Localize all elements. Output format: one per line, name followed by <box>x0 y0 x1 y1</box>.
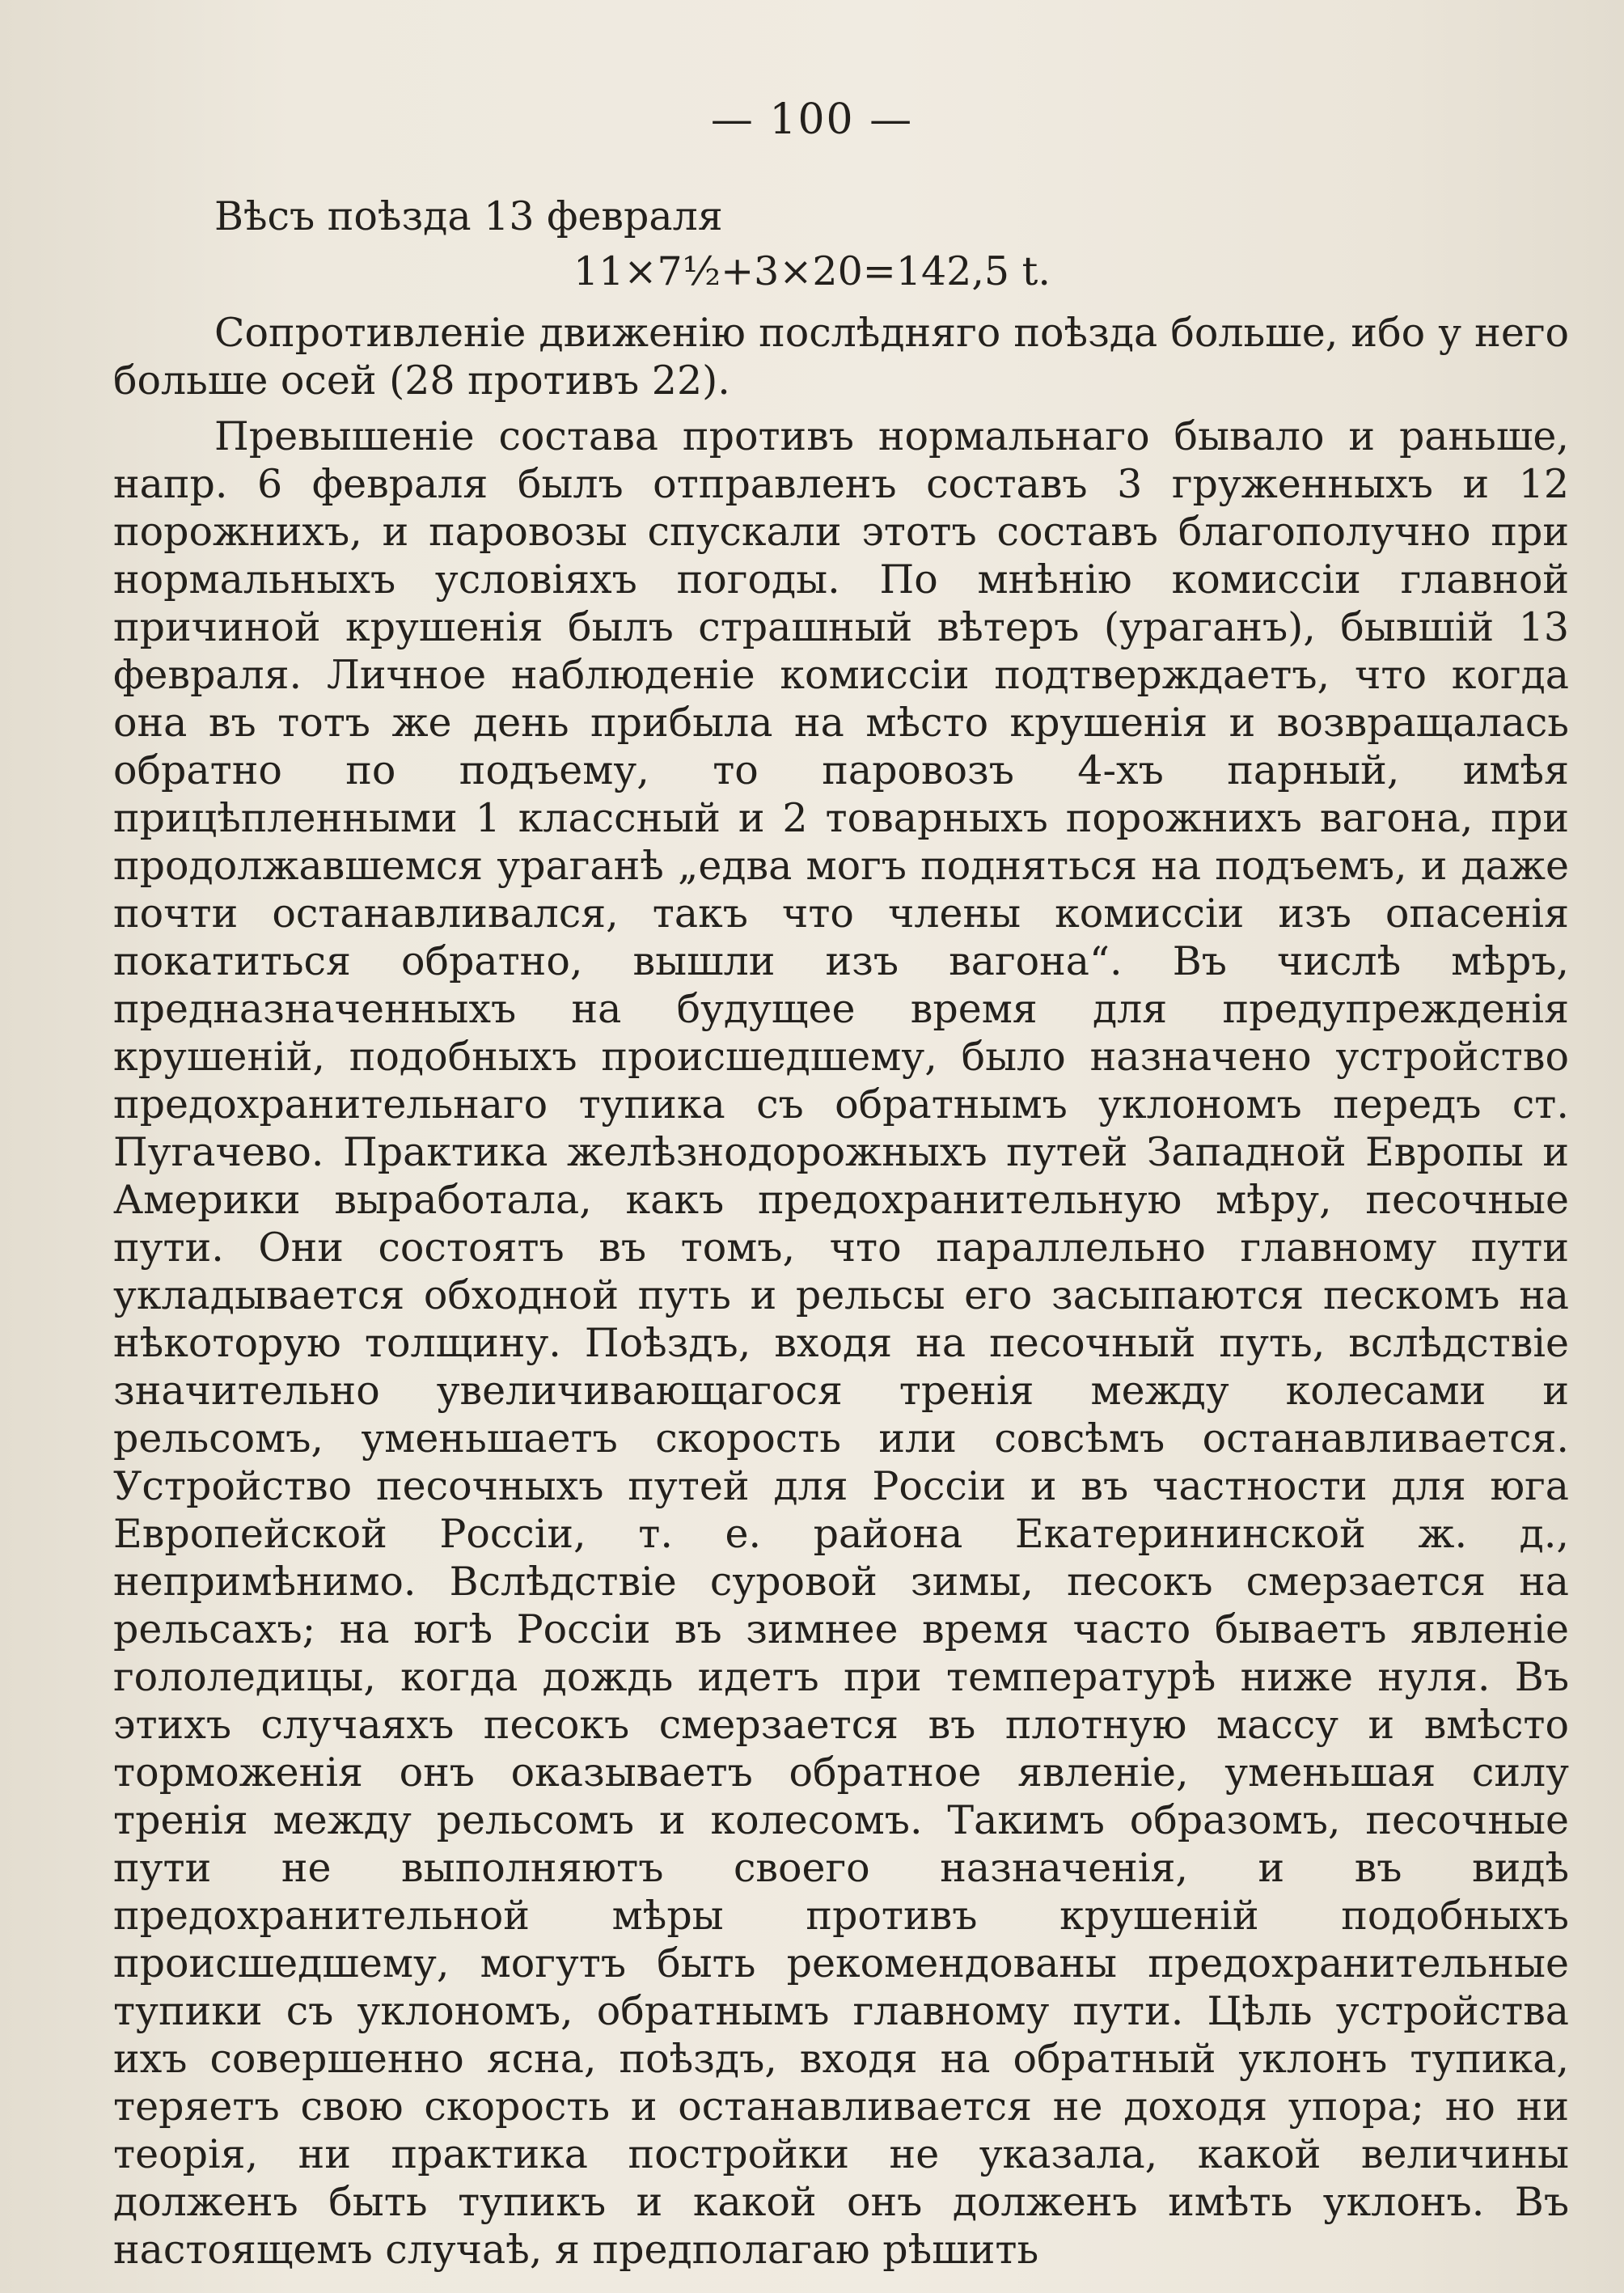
paragraph-text: Вѣсъ поѣзда 13 февраля <box>214 193 723 239</box>
weight-formula: 11×7½+3×20=142,5 t. <box>573 248 1051 294</box>
paragraph-text: Превышеніе состава противъ нормальнаго бывало и раньше, напр. 6 февраля былъ отправленъ составъ 3 груженныхъ и 12 порожнихъ, и паровозы спускали этотъ составъ благополучно при нормальныхъ условіяхъ погоды. По мнѣнію комиссіи главной причиной крушенія былъ страшный вѣтеръ (ураганъ), бывшій 13 февраля. Личное наблюденіе комиссіи подтверждаетъ, что когда она въ тотъ же день прибыла на мѣсто крушенія и возвращалась обратно по подъему, то паровозъ 4-хъ парный, имѣя прицѣпленными 1 классный и 2 товарныхъ порожнихъ вагона, при продолжавшемся ураганѣ „едва могъ подняться на подъемъ, и даже почти останавливался, такъ что члены комиссіи изъ опасенія покатиться обратно, вышли изъ вагона“. Въ числѣ мѣръ, предназначенныхъ на будущее время для предупрежденія крушеній, подобныхъ происшедшему, было назначено устройство предохранительнаго тупика съ обратнымъ уклономъ передъ ст. Пугачево. Практика желѣзнодорожныхъ путей Западной Европы и Америки выработала, какъ предохранительную мѣру, песочные пути. Они состоятъ въ томъ, что параллельно главному пути укладывается обходной путь и рельсы его засыпаются пескомъ на нѣкоторую толщину. Поѣздъ, входя на песочный путь, вслѣдствіе значительно увеличивающагося тренія между колесами и рельсомъ, уменьшаетъ скорость или совсѣмъ останавливается. Устройство песочныхъ путей для Россіи и въ частности для юга Европейской Россіи, т. е. района Екатерининской ж. д., непримѣнимо. Вслѣдствіе суровой зимы, песокъ смерзается на рельсахъ; на югѣ Россіи въ зимнее время часто бываетъ явленіе гололедицы, когда дождь идетъ при температурѣ ниже нуля. Въ этихъ случаяхъ песокъ смерзается въ плотную массу и вмѣсто торможенія онъ оказываетъ обратное явленіе, уменьшая силу тренія между рельсомъ и колесомъ. Такимъ образомъ, песочные пути не выполняютъ своего назначенія, и въ видѣ предохранительной мѣры противъ крушеній подобныхъ происшедшему, могутъ быть рекомендованы предохранительные тупики съ уклономъ, обратнымъ главному пути. Цѣль устройства ихъ совершенно ясна, поѣздъ, входя на обратный уклонъ тупика, теряетъ свою скорость и останавливается не доходя упора; но ни теорія, ни практика постройки не указала, какой величины долженъ быть тупикъ и какой онъ долженъ имѣть уклонъ. Въ настоящемъ случаѣ, я предполагаю рѣшить <box>113 413 1569 2273</box>
paragraph-resistance <box>113 309 1569 404</box>
paragraph-text: Сопротивленіе движенію послѣдняго поѣзда больше, ибо у него больше осей (28 противъ 22). <box>113 310 1569 404</box>
paragraph-main-body <box>113 412 1569 2274</box>
page-number: — 100 — <box>710 95 914 144</box>
paragraph-train-weight <box>113 192 1569 240</box>
